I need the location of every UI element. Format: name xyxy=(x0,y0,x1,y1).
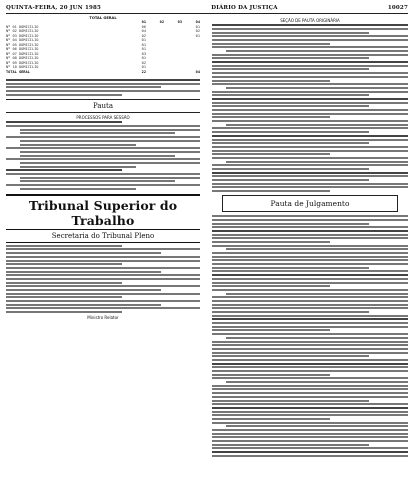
row-value xyxy=(146,70,164,75)
row-label: TOTAL GERAL xyxy=(6,69,30,74)
row-value: 01 xyxy=(141,38,146,43)
text-line xyxy=(212,80,330,82)
page-header xyxy=(6,4,408,14)
text-line xyxy=(212,359,408,361)
text-line xyxy=(212,65,408,67)
text-line xyxy=(212,318,408,320)
row-value: 01 xyxy=(141,42,146,47)
row-value: 22 xyxy=(141,69,146,74)
text-line xyxy=(212,433,408,435)
row-value xyxy=(164,70,182,75)
text-line xyxy=(226,248,408,250)
text-line xyxy=(212,39,408,41)
text-line xyxy=(212,366,408,368)
text-line xyxy=(212,175,408,177)
text-line xyxy=(212,83,408,85)
text-line xyxy=(212,164,408,166)
left-column xyxy=(6,16,200,496)
text-line xyxy=(212,54,408,56)
text-line xyxy=(212,333,408,335)
text-line xyxy=(212,241,330,243)
row-value: 06 xyxy=(141,24,146,29)
text-line xyxy=(212,329,330,331)
tally-table xyxy=(6,20,200,74)
text-line xyxy=(212,35,408,37)
text-line xyxy=(212,142,369,144)
text-line xyxy=(212,215,408,217)
header-page-number: 10027 xyxy=(387,5,408,11)
text-line xyxy=(226,87,408,89)
pauta-julgamento-heading: Pauta de Julgamento xyxy=(222,195,398,212)
text-line xyxy=(212,377,408,379)
text-line xyxy=(212,263,408,265)
table-total-row xyxy=(6,70,200,75)
text-line xyxy=(212,219,408,221)
text-line xyxy=(212,307,408,309)
row-label: Nº 06 DOMICILIO xyxy=(6,47,39,52)
text-line xyxy=(212,344,408,346)
text-line xyxy=(212,352,408,354)
text-line xyxy=(212,296,408,298)
text-block-top xyxy=(212,24,408,192)
text-line xyxy=(212,135,408,137)
text-line xyxy=(226,124,408,126)
row-label: Nº 08 DOMICILIO xyxy=(6,56,39,61)
text-line xyxy=(212,300,408,302)
row-label: Nº 02 DOMICILIO xyxy=(6,29,39,34)
text-line xyxy=(212,285,330,287)
row-value: 03 xyxy=(177,20,182,25)
text-line xyxy=(212,146,408,148)
signature-caption: Ministro Relator xyxy=(87,314,119,320)
row-value: 01 xyxy=(141,56,146,61)
text-line xyxy=(212,113,408,115)
text-line xyxy=(212,388,408,390)
text-line xyxy=(212,436,408,438)
text-line xyxy=(212,102,408,104)
text-line xyxy=(212,451,408,453)
text-line xyxy=(212,455,408,457)
row-value: 01 xyxy=(141,65,146,70)
text-line xyxy=(212,72,408,74)
text-line xyxy=(212,223,369,225)
text-line xyxy=(212,24,408,26)
text-line xyxy=(212,429,408,431)
text-line xyxy=(212,157,408,159)
text-line xyxy=(212,418,330,420)
row-label: Nº 05 DOMICILIO xyxy=(6,42,39,47)
text-line xyxy=(212,396,408,398)
row-value: 01 xyxy=(141,47,146,52)
row-label: Nº 01 DOMICILIO xyxy=(6,24,39,29)
text-line xyxy=(212,190,330,192)
text-line xyxy=(212,139,408,141)
text-line xyxy=(212,230,408,232)
row-value: 01 xyxy=(195,33,200,38)
pauta-heading: Pauta xyxy=(6,99,200,113)
text-line xyxy=(212,91,408,93)
text-line xyxy=(212,127,408,129)
text-line xyxy=(212,374,330,376)
text-line xyxy=(226,293,408,295)
text-line xyxy=(226,161,408,163)
text-line xyxy=(212,116,330,118)
text-line xyxy=(212,414,408,416)
text-line xyxy=(212,168,369,170)
text-line xyxy=(212,400,369,402)
court-subbanner: Secretaria do Tribunal Pleno xyxy=(6,230,200,243)
text-line xyxy=(212,61,408,63)
text-line xyxy=(212,131,369,133)
row-value: 04 xyxy=(195,20,200,25)
text-line xyxy=(226,50,408,52)
text-line xyxy=(212,278,408,280)
header-publication: DIÁRIO DA JUSTIÇA xyxy=(211,5,278,11)
text-line xyxy=(212,422,408,424)
journal-page xyxy=(6,4,408,496)
text-line xyxy=(212,186,408,188)
text-line xyxy=(226,337,408,339)
row-label: Nº 03 DOMICILIO xyxy=(6,33,39,38)
header-date: QUINTA-FEIRA, 20 JUN 1985 xyxy=(6,5,102,11)
text-line xyxy=(212,172,408,174)
text-line xyxy=(212,447,408,449)
text-line xyxy=(212,326,408,328)
text-line xyxy=(212,282,408,284)
row-value: 04 xyxy=(195,69,200,74)
text-line xyxy=(212,311,369,313)
row-value: 02 xyxy=(159,20,164,25)
row-label: Nº 10 DOMICILIO xyxy=(6,65,39,70)
text-line xyxy=(226,425,408,427)
text-line xyxy=(212,348,408,350)
row-label: Nº 09 DOMICILIO xyxy=(6,60,39,65)
text-line xyxy=(212,267,369,269)
row-value: 01 xyxy=(195,24,200,29)
text-line xyxy=(212,403,408,405)
text-line xyxy=(212,370,408,372)
row-value: 02 xyxy=(141,33,146,38)
text-line xyxy=(212,315,408,317)
row-label: Nº 07 DOMICILIO xyxy=(6,51,39,56)
text-line xyxy=(212,226,408,228)
text-line xyxy=(212,76,408,78)
text-line xyxy=(212,289,408,291)
text-line xyxy=(212,411,408,413)
text-line xyxy=(212,150,408,152)
text-line xyxy=(212,385,408,387)
text-line xyxy=(212,237,408,239)
right-column xyxy=(212,16,408,496)
text-block-bottom xyxy=(212,215,408,457)
text-line xyxy=(226,381,408,383)
row-value: 01 xyxy=(141,20,146,25)
text-line xyxy=(212,109,408,111)
section-caption: SEÇÃO DE PAUTA ORIGINÁRIA xyxy=(280,17,340,23)
text-line xyxy=(212,274,408,276)
text-line xyxy=(212,259,408,261)
text-line xyxy=(212,341,408,343)
row-value: 02 xyxy=(195,29,200,34)
row-value: 02 xyxy=(141,60,146,65)
row-value: 04 xyxy=(141,29,146,34)
columns xyxy=(6,16,408,496)
table-title: TOTAL GERAL xyxy=(89,16,117,20)
row-value: 03 xyxy=(141,51,146,56)
row-label: Nº 04 DOMICILIO xyxy=(6,38,39,43)
text-line xyxy=(212,252,408,254)
text-line xyxy=(212,43,330,45)
text-line xyxy=(212,440,408,442)
text-line xyxy=(212,444,369,446)
text-line xyxy=(212,68,369,70)
text-line xyxy=(212,94,369,96)
text-line xyxy=(212,98,408,100)
text-line xyxy=(212,322,408,324)
text-line xyxy=(212,304,408,306)
text-line xyxy=(212,245,408,247)
text-line xyxy=(212,407,408,409)
text-line xyxy=(212,183,408,185)
text-line xyxy=(212,392,408,394)
text-line xyxy=(212,28,408,30)
text-line xyxy=(212,179,369,181)
text-line xyxy=(212,270,408,272)
text-line xyxy=(212,120,408,122)
text-line xyxy=(212,234,408,236)
text-line xyxy=(212,363,408,365)
text-line xyxy=(212,32,369,34)
text-line xyxy=(212,46,408,48)
text-line xyxy=(212,105,369,107)
text-line xyxy=(212,57,369,59)
text-line xyxy=(212,355,369,357)
text-line xyxy=(212,153,330,155)
court-banner: Tribunal Superior do Trabalho xyxy=(6,194,200,230)
pauta-subheading: PROCESSOS PARA SESSÃO xyxy=(76,114,130,120)
text-line xyxy=(212,256,408,258)
